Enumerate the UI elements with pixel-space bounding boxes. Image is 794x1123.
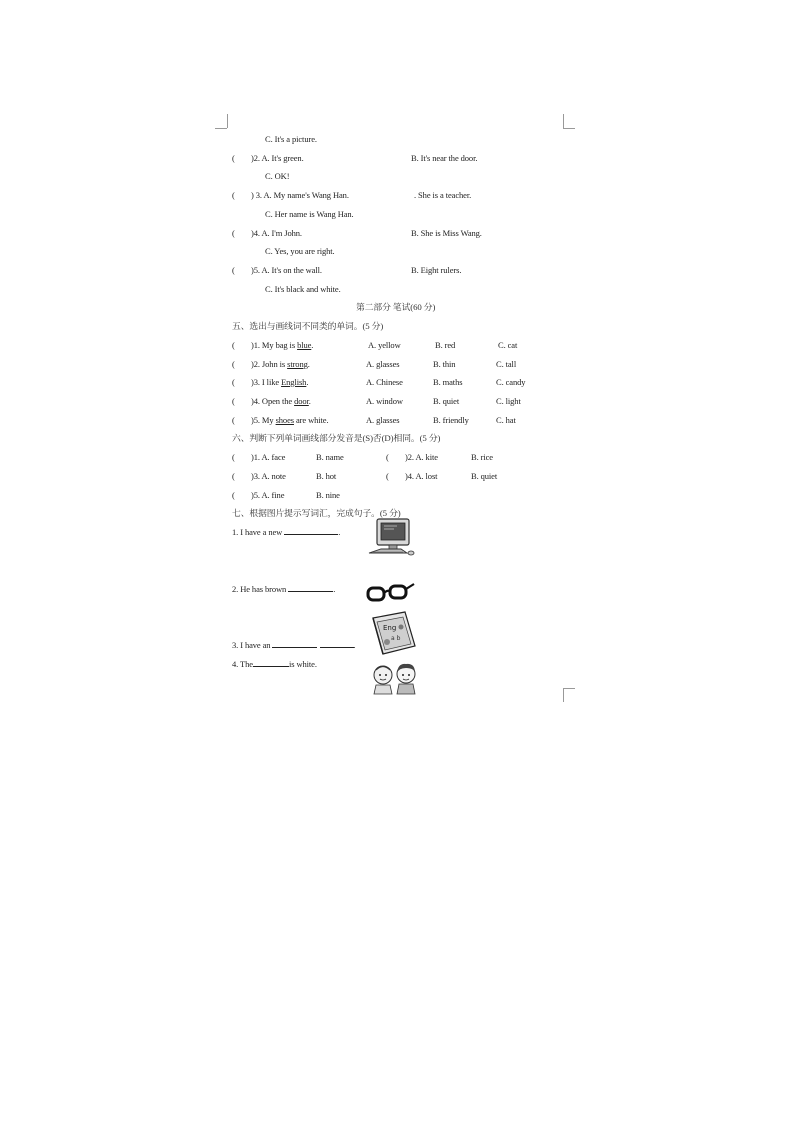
- answer-paren[interactable]: (: [232, 190, 235, 200]
- sentence-4: 4. The is white.: [232, 659, 317, 669]
- question-stem: )4. Open the door.: [251, 396, 311, 406]
- q2-option-b: B. It's near the door.: [411, 153, 478, 163]
- answer-paren[interactable]: (: [232, 490, 235, 500]
- answer-paren[interactable]: (: [232, 359, 235, 369]
- question-stem: )3. I like English.: [251, 377, 309, 387]
- option-b: B. quiet: [433, 396, 460, 406]
- svg-text:a b: a b: [391, 635, 401, 642]
- friends-icon: [370, 661, 420, 695]
- q1-option-c: C. It's a picture.: [265, 134, 317, 144]
- option-a: A. glasses: [366, 415, 400, 425]
- storybook-icon: [369, 610, 417, 656]
- answer-paren[interactable]: (: [232, 452, 235, 462]
- word-a: )3. A. note: [251, 471, 286, 481]
- option-c: C. light: [496, 396, 521, 406]
- underlined-word: shoes: [275, 415, 294, 425]
- word-b: B. quiet: [471, 471, 498, 481]
- word-a: )5. A. fine: [251, 490, 285, 500]
- part-two-title: 第二部分 笔试(60 分): [356, 302, 436, 312]
- q4-option-c: C. Yes, you are right.: [265, 246, 335, 256]
- answer-paren[interactable]: (: [232, 377, 235, 387]
- word-a: )2. A. kite: [405, 452, 438, 462]
- word-b: B. nine: [316, 490, 340, 500]
- word-b: B. name: [316, 452, 344, 462]
- section7-heading: 七、根据图片提示写词汇，完成句子。(5 分): [232, 508, 401, 518]
- sentence-2: 2. He has brown .: [232, 584, 336, 594]
- answer-paren[interactable]: (: [232, 153, 235, 163]
- q4-option-a: )4. A. I'm John.: [251, 228, 302, 238]
- q5-option-b: B. Eight rulers.: [411, 265, 462, 275]
- answer-paren[interactable]: (: [386, 471, 389, 481]
- option-c: C. tall: [496, 359, 517, 369]
- q5-option-a: )5. A. It's on the wall.: [251, 265, 322, 275]
- option-c: C. cat: [498, 340, 518, 350]
- answer-paren[interactable]: (: [232, 415, 235, 425]
- question-stem: )5. My shoes are white.: [251, 415, 329, 425]
- section5-heading: 五、选出与画线词不同类的单词。(5 分): [232, 321, 384, 331]
- q4-option-b: B. She is Miss Wang.: [411, 228, 482, 238]
- option-c: C. hat: [496, 415, 516, 425]
- option-b: B. maths: [433, 377, 463, 387]
- underlined-word: blue: [297, 340, 312, 350]
- computer-icon: [367, 517, 417, 559]
- answer-blank[interactable]: [272, 640, 317, 648]
- word-b: B. hot: [316, 471, 337, 481]
- sentence-3: 3. I have an .: [232, 640, 356, 650]
- underlined-word: strong: [287, 359, 308, 369]
- answer-paren[interactable]: (: [232, 471, 235, 481]
- q3-option-a: ) 3. A. My name's Wang Han.: [251, 190, 349, 200]
- option-a: A. window: [366, 396, 403, 406]
- section6-heading: 六、判断下列单词画线部分发音是(S)否(D)相同。(5 分): [232, 433, 441, 443]
- sentence-1: 1. I have a new .: [232, 527, 341, 537]
- option-c: C. candy: [496, 377, 526, 387]
- q5-option-c: C. It's black and white.: [265, 284, 341, 294]
- answer-blank[interactable]: [284, 527, 338, 535]
- answer-paren[interactable]: (: [232, 340, 235, 350]
- option-b: B. red: [435, 340, 456, 350]
- option-a: A. glasses: [366, 359, 400, 369]
- q2-option-c: C. OK!: [265, 171, 290, 181]
- question-stem: )1. My bag is blue.: [251, 340, 314, 350]
- answer-paren[interactable]: (: [232, 228, 235, 238]
- option-a: A. yellow: [368, 340, 401, 350]
- answer-blank[interactable]: [320, 640, 354, 648]
- answer-blank[interactable]: [253, 659, 289, 667]
- word-a: )1. A. face: [251, 452, 286, 462]
- q3-option-c: C. Her name is Wang Han.: [265, 209, 354, 219]
- q3-option-b: . She is a teacher.: [414, 190, 472, 200]
- option-a: A. Chinese: [366, 377, 403, 387]
- answer-paren[interactable]: (: [386, 452, 389, 462]
- q2-option-a: )2. A. It's green.: [251, 153, 304, 163]
- answer-paren[interactable]: (: [232, 265, 235, 275]
- glasses-icon: [366, 581, 416, 607]
- question-stem: )2. John is strong.: [251, 359, 310, 369]
- option-b: B. friendly: [433, 415, 469, 425]
- word-a: )4. A. lost: [405, 471, 438, 481]
- answer-paren[interactable]: (: [232, 396, 235, 406]
- svg-text:Eng: Eng: [383, 624, 397, 632]
- answer-blank[interactable]: [288, 584, 333, 592]
- underlined-word: English: [281, 377, 307, 387]
- word-b: B. rice: [471, 452, 493, 462]
- option-b: B. thin: [433, 359, 456, 369]
- underlined-word: door: [294, 396, 309, 406]
